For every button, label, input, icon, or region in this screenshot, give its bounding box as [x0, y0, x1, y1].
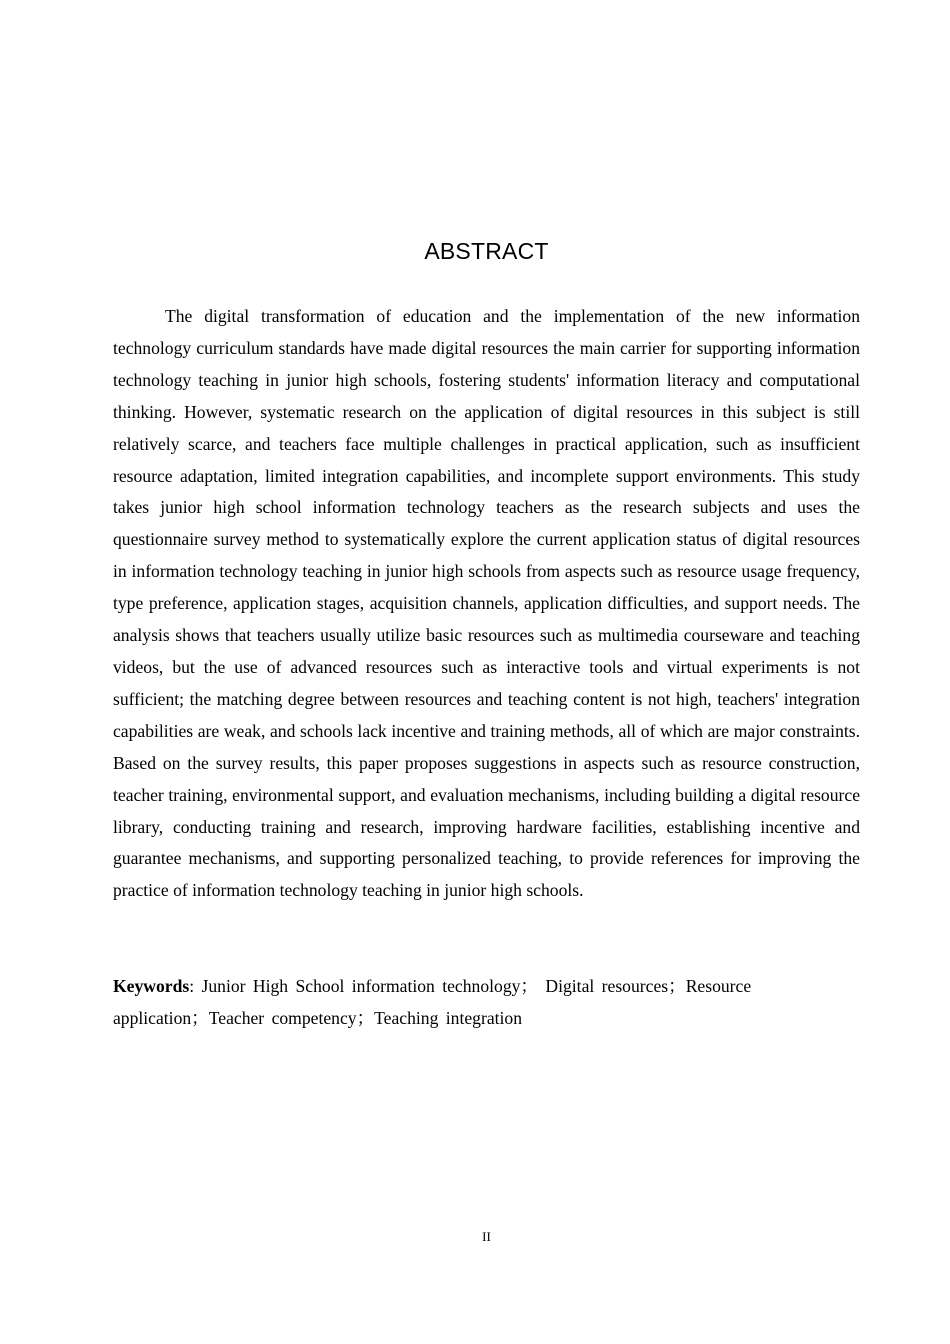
keywords-line-2: application；Teacher competency；Teaching integration	[113, 1007, 522, 1028]
keywords-paragraph	[113, 971, 813, 1035]
keywords-line-1: Junior High School information technology； Digital resources；Resource	[201, 976, 752, 996]
abstract-heading: ABSTRACT	[424, 238, 549, 264]
abstract-body-paragraph: The digital transformation of education and the implementation of the new information technology curriculum standards have made digital resources the main carrier for supporting information technology teaching in junior high schools, fostering students' information literacy and computational thinking. However, systematic research on the application of digital resources in this subject is still relatively scarce, and teachers face multiple challenges in practical application, such as insufficient resource adaptation, limited integration capabilities, and incomplete support environments. This study takes junior high school information technology teachers as the research subjects and uses the questionnaire survey method to systematically explore the current application status of digital resources in information technology teaching in junior high schools from aspects such as resource usage frequency, type preference, application stages, acquisition channels, application difficulties, and support needs. The analysis shows that teachers usually utilize basic resources such as multimedia courseware and teaching videos, but the use of advanced resources such as interactive tools and virtual experiments is not sufficient; the matching degree between resources and teaching content is not high, teachers' integration capabilities are weak, and schools lack incentive and training methods, all of which are major constraints. Based on the survey results, this paper proposes suggestions in aspects such as resource construction, teacher training, environmental support, and evaluation mechanisms, including building a digital resource library, conducting training and research, improving hardware facilities, establishing incentive and guarantee mechanisms, and supporting personalized teaching, to provide references for improving the practice of information technology teaching in junior high schools.	[113, 306, 860, 901]
keywords-label: Keywords	[113, 976, 190, 996]
page-number: II	[482, 1229, 491, 1244]
keywords-separator: :	[189, 976, 202, 996]
